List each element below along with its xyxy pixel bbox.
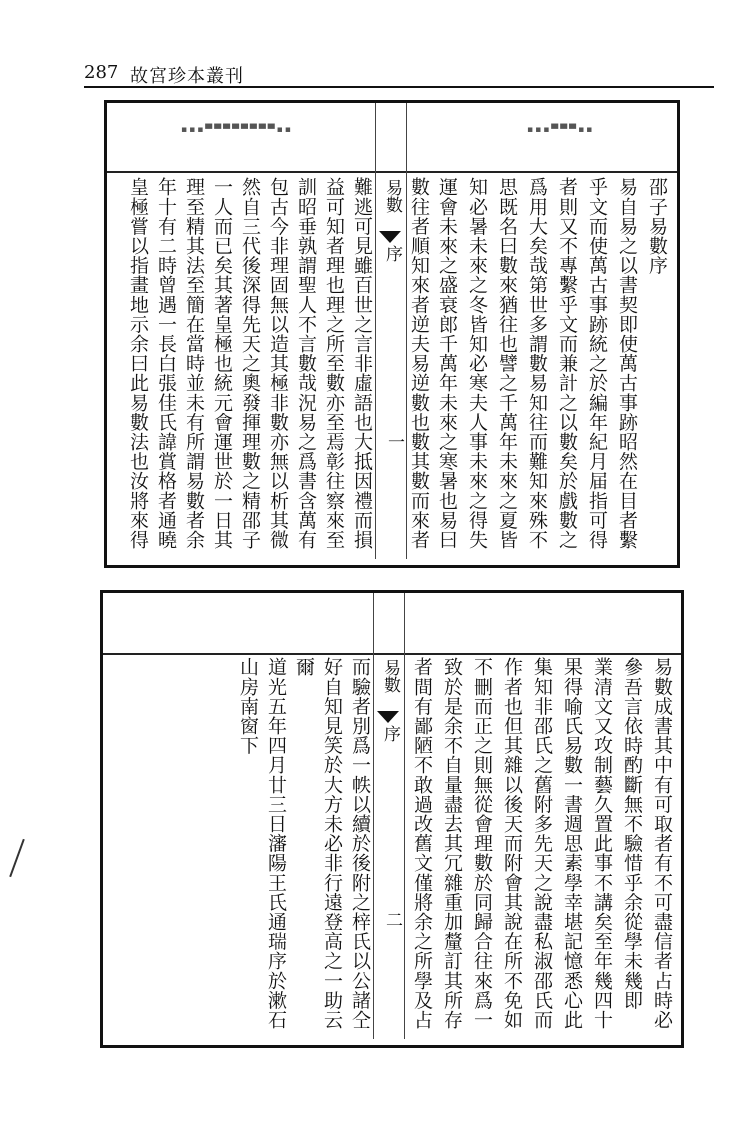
fish-tail-mark-left: ▪▪▪▀▀▀▀▀▀▀▀▪▪ [181, 125, 293, 135]
text-column: 知必暑未來之冬皆知必寒夫人事未來之得失 [466, 177, 488, 550]
text-column: 者則又不專繫乎文而兼計之以數矣於戲數之 [556, 177, 578, 550]
text-column: 數往者順知來者逆夫易逆數也數其數而來者 [408, 177, 430, 550]
fold-page-number: 二 [382, 911, 402, 928]
text-column: 益可知者理也理之所至數亦至焉彰往察來至 [323, 177, 345, 550]
text-column: 乎文而使萬古事跡統之於編年紀月届指可得 [586, 177, 608, 550]
text-column: 業清文又攻制藝久置此事不講矣至年幾四十 [591, 657, 613, 1030]
text-column: 思既名曰數來猶往也譬之千萬年未來之夏皆 [496, 177, 518, 550]
fish-tail-mark-right: ▪▪▪▀▀▀▪▪ [527, 125, 595, 135]
text-column: 運會未來之盛衰郎千萬年未來之寒暑也易曰 [436, 177, 458, 550]
text-column: 爾 [293, 657, 315, 677]
fold-section-label: 序 [382, 245, 402, 262]
text-column: 爲用大矣哉第世多謂數易知往而難知來殊不 [526, 177, 548, 550]
fish-tail-triangle [377, 711, 399, 723]
text-column: 山房南窗下 [237, 657, 259, 755]
text-column: 作者也但其雜以後天而附會其說在所不免如 [501, 657, 523, 1030]
text-column: 參吾言依時酌斷無不驗惜乎余從學未幾即 [621, 657, 643, 1010]
page-header [84, 60, 714, 88]
text-column: 不刪而正之則無從會理數於同歸合往來爲一 [471, 657, 493, 1030]
fish-tail-triangle [379, 231, 401, 243]
text-column: 訓昭垂孰謂聖人不言數哉況易之爲書含萬有 [295, 177, 317, 550]
text-column: 易數成書其中有可取者有不可盡信者占時必 [651, 657, 673, 1030]
text-column: 理至精其法至簡在當時並未有所謂易數者余 [183, 177, 205, 550]
text-column: 然自三代後深得先天之奧發揮理數之精邵子 [239, 177, 261, 550]
book-title: 故宮珍本叢刊 [130, 66, 244, 87]
bottom-page-scan [100, 590, 684, 1048]
text-column: 道光五年四月廿三日瀋陽王氏通瑞序於漱石 [265, 657, 287, 1030]
text-column: 包古今非理固無以造其極非數亦無以析其微 [267, 177, 289, 550]
text-column: 致於是余不自量盡去其冗雜重加釐訂其所存 [441, 657, 463, 1030]
page-number: 287 [84, 62, 119, 83]
text-column: 好自知見笑於大方未必非行遠登高之一助云 [321, 657, 343, 1030]
center-fold [373, 593, 405, 1039]
text-column: 邵子易數序 [646, 177, 668, 275]
text-column: 者間有鄙陋不敢過改舊文僅將余之所學及占 [411, 657, 433, 1030]
text-column: 而驗者別爲一帙以續於後附之梓氏以公諸仝 [349, 657, 371, 1030]
center-fold [375, 103, 407, 559]
fold-book-label: 易數 [380, 659, 400, 693]
text-column: 果得喻氏易數一書週思素學幸堪記憶悉心此 [561, 657, 583, 1030]
text-column: 易自易之以書契即使萬古事跡昭然在目者繫 [616, 177, 638, 550]
top-page-scan [104, 100, 680, 568]
fold-book-label: 易數 [382, 179, 402, 213]
text-column: 集知非邵氏之舊附多先天之說盡私淑邵氏而 [531, 657, 553, 1030]
text-column: 皇極嘗以指畫地示余曰此易數法也汝將來得 [127, 177, 149, 550]
text-column: 年十有二時曾遇一長白張佳氏諱賞格者通曉 [155, 177, 177, 550]
text-column: 一人而已矣其著皇極也統元會運世於一日其 [211, 177, 233, 550]
text-column: 難逃可見雖百世之言非虛語也大抵因禮而損 [351, 177, 373, 550]
fold-page-number: 一 [384, 433, 404, 450]
fold-section-label: 序 [380, 725, 400, 742]
scan-scratch-mark [9, 839, 25, 877]
